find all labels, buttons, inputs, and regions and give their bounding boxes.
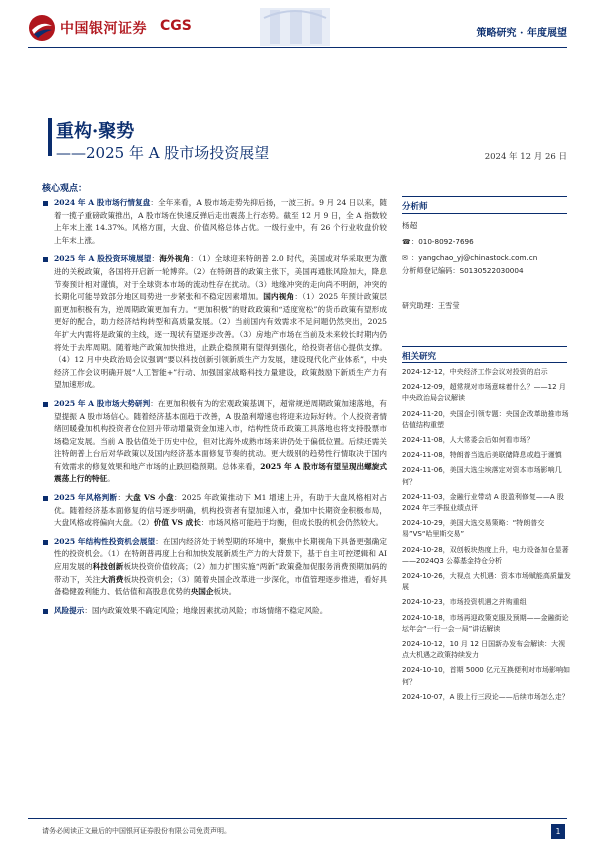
related-item[interactable]: 2024-11-03，金融行业带动 A 股盈利修复——A 股 2024 年三季报业绩点评 [402, 492, 564, 513]
phone-icon: ☎ [402, 238, 411, 246]
bullet-label: 2025 年结构性投资机会展望 [54, 536, 156, 546]
bullet-label: 2025 年风格判断 [54, 493, 118, 503]
header-divider [28, 47, 567, 48]
related-divider [402, 362, 567, 363]
bullet-opportunity [42, 536, 387, 599]
related-item[interactable]: 2024-11-20，央国企引领专题：央国企改革助推市场估值结构重塑 [402, 409, 569, 429]
related-item[interactable]: 2024-10-29，美国大选交易策略：“特朗普交易”VS“哈里斯交易” [402, 519, 545, 539]
related-item[interactable]: 2024-11-08，人大常委会后如何看市场？ [402, 436, 534, 445]
report-type: 策略研究 · 年度展望 [476, 28, 567, 39]
logo-text-cn: 中国银河证券 [60, 21, 147, 37]
keyword: 大消费 [100, 574, 124, 584]
keyword: 2025 年 A 股市场有望呈现出螺旋式震荡上行的特征 [54, 461, 387, 484]
bullet-text: 板块投资机会；（3）随着央国企改革进一步深化，市值管理逐步推进，看好具备稳健盈利能力、低估值和高股息优势的 [54, 574, 388, 597]
bullet-text: ：全年来看，A 股市场走势先抑后扬，一波三折。9 月 24 日以来，随着一揽子重磅政策推出，A 股市场在快速反弹后走出震荡上行态势。截至 12 月 9 日，全 A 指数较上年末上涨 14.37%。风格方面，大盘、价值风格总体占优。一级行业中，有 26 个行业收盘价较上年末上涨。 [54, 198, 387, 245]
page-title: 重构·聚势 [56, 121, 135, 142]
bullet-label: 风险提示 [54, 605, 85, 615]
related-item[interactable]: 2024-11-08，特朗普当选后美联储降息或趋于谨慎 [402, 451, 562, 460]
related-item[interactable]: 2024-11-06，美国大选尘埃落定对资本市场影响几何？ [402, 466, 562, 486]
bullet-style [42, 492, 387, 530]
analyst-name: 杨超 [402, 221, 418, 230]
email-icon: ✉ [402, 254, 408, 262]
keyword: 央国企 [190, 587, 214, 597]
related-heading: 相关研究 [402, 352, 437, 362]
logo-emblem-icon [28, 14, 56, 42]
related-item[interactable]: 2024-10-10，首期 5000 亿元互换便利对市场影响如何？ [402, 666, 570, 686]
research-assistant: 研究助理：王雪莹 [402, 301, 460, 310]
bullet-label: 2024 年 A 股市场行情复盘 [54, 198, 151, 207]
bullet-text: 板块投资价值较高；（2）加力扩围实施“两新”政策叠加促服务消费预期加码的带动下，关注 [54, 562, 388, 584]
bullet-text: ： [151, 254, 160, 264]
page-number: 1 [551, 824, 565, 839]
report-date: 2024 年 12 月 26 日 [484, 152, 567, 162]
related-item[interactable]: 2024-10-26，大视点 大机遇：资本市场赋能高质量发展 [402, 572, 571, 592]
footer-disclaimer: 请务必阅读正文最后的中国银河证券股份有限公司免责声明。 [42, 827, 231, 835]
related-item[interactable]: 2024-10-23，市场投资机遇之并购重组 [402, 598, 527, 607]
bullet-text: 板块。 [213, 587, 237, 597]
bullet-risk [42, 605, 387, 618]
core-viewpoints [42, 197, 387, 623]
related-top-divider [402, 346, 567, 347]
bullet-outlook [42, 253, 387, 392]
bullet-label: 2025 年 A 股市场大势研判 [54, 398, 151, 408]
keyword: 科技创新 [92, 562, 124, 572]
page-subtitle: ——2025 年 A 股市场投资展望 [56, 144, 270, 162]
phone-number: ：010-8092-7696 [411, 237, 474, 246]
related-item[interactable]: 2024-12-09，超常规对市场意味着什么？——12 月中央政治局会议解读 [402, 383, 566, 403]
bullet-text: ：国内政策效果不确定风险；地缘因素扰动风险；市场情绪不稳定风险。 [84, 605, 328, 615]
analyst-cert: 分析师登记编码：S0130522030004 [402, 266, 524, 275]
bullet-label: 2025 年 A 股投资环境展望 [54, 254, 152, 264]
analyst-email [402, 253, 537, 263]
keyword: 价值 VS 成长 [153, 518, 201, 528]
logo-text-en: CGS [160, 18, 192, 34]
bullet-trend [42, 398, 387, 486]
keyword: 国内视角 [263, 292, 295, 302]
company-logo [28, 12, 208, 46]
header-decoration [250, 8, 340, 46]
email-address[interactable]: ：yangchao_yj@chinastock.com.cn [411, 253, 538, 262]
bullet-text: ： [117, 493, 126, 503]
core-heading: 核心观点： [42, 184, 88, 194]
related-item[interactable]: 2024-12-12，中央经济工作会议对投资的启示 [402, 368, 548, 376]
bullet-text: ：（1）全球迎来特朗普 2.0 时代，美国或对华采取更为激进的关税政策，各国将开启新一轮博弈。（2）在特朗普的政策主张下，美国再通胀风险加大，降息节奏预计相对谨慎，对于全球资本市场的流动性存在扰动。（3）地缘冲突的走向尚不明朗，冲突的长期化可能导致部分地区局势进一步紧张和不稳定因素增加。 [54, 254, 387, 302]
bullet-text: ：市场风格可能趋于均衡，但成长股的机会仍然较大。 [200, 518, 384, 528]
related-item[interactable]: 2024-10-18，市场再迎政策克服及预期——金融街论坛年会“一行一会一局”讲话解读 [402, 613, 569, 633]
related-item[interactable]: 2024-10-28，双创板块热度上升，电力设备加仓显著——2024Q3 公募基金持仓分析 [402, 545, 569, 565]
bullet-text: ：在国内经济处于转型期的环境中，聚焦中长期视角下具备更强确定性的投资机会。（1）在特朗普再度上台和加快发展新质生产力的大背景下，基于自主可控逻辑和 AI 应用发展的 [54, 536, 388, 572]
footer-divider [28, 818, 567, 819]
analyst-phone [402, 237, 474, 247]
analyst-top-divider [402, 196, 567, 197]
analyst-divider [402, 213, 567, 214]
related-item[interactable]: 2024-10-12，10 月 12 日国新办发布会解读：大视点大机遇之政策持续发力 [402, 640, 566, 660]
analyst-heading: 分析师 [402, 202, 428, 212]
title-accent-bar [48, 118, 52, 156]
bullet-text: ：（1）2025 年预计政策层面更加积极有为，逆周期政策更加有力。“更加积极”的财政政策和“适度宽松”的货币政策有望形成更好的配合，助力经济结构转型和高质量发展。（2）当前国内有效需求不足问题仍然突出，2025 年扩大内需将是政策的主线，逐一现状有望逐步改善。（3）房地产市场在当前及未来较长时期内仍将处于去库周期。随着地产政策加快推进，止跌企稳预期有望得到强化，给投资者信心提供支撑。（4）12 月中央政治局会议强调“要以科技创新引领新质生产力发展，建设现代化产业体系”，中央经济工作会议明确开展“人工智能+”行动、加强国家战略科技力量建设，政策鼓励下新质生产力有望加速形成。 [54, 292, 388, 390]
bullet-text: 。 [107, 474, 115, 484]
related-list [402, 367, 572, 707]
keyword: 大盘 VS 小盘 [125, 493, 175, 503]
bullet-text: ：在更加积极有为的宏观政策基调下，超常规逆周期政策加速落地，有望提振 A 股市场信心。随着经济基本面趋于改善，A 股盈利增速也将迎来边际好转。个人投资者情绪回暖叠加机构投资者仓位回升带动增量资金加速入市，结构性货币政策工具落地也将支持股票市场稳定发展。当前 A 股估值处于历史中位，但对比海外成熟市场来讲仍处于偏低位置。后续还需关注特朗普上台后对华政策以及国内经济基本面修复节奏的扰动。更大级别的趋势性行情取决于国内有效需求的修复效果和地产市场的止跌回稳预期。总体来看， [54, 398, 387, 471]
keyword: 海外视角 [159, 254, 191, 264]
related-item[interactable]: 2024-10-07，A 股上行三段论——后续市场怎么走？ [402, 692, 569, 701]
bullet-review [42, 197, 387, 247]
bullet-text: ：2025 年政策推动下 M1 增速上升，有助于大盘风格相对占优。随着经济基本面修复的信号逐步明确，机构投资者有望加速入市，叠加中长期资金积极布局，大盘风格或将偏向大盘。（2） [54, 493, 388, 528]
